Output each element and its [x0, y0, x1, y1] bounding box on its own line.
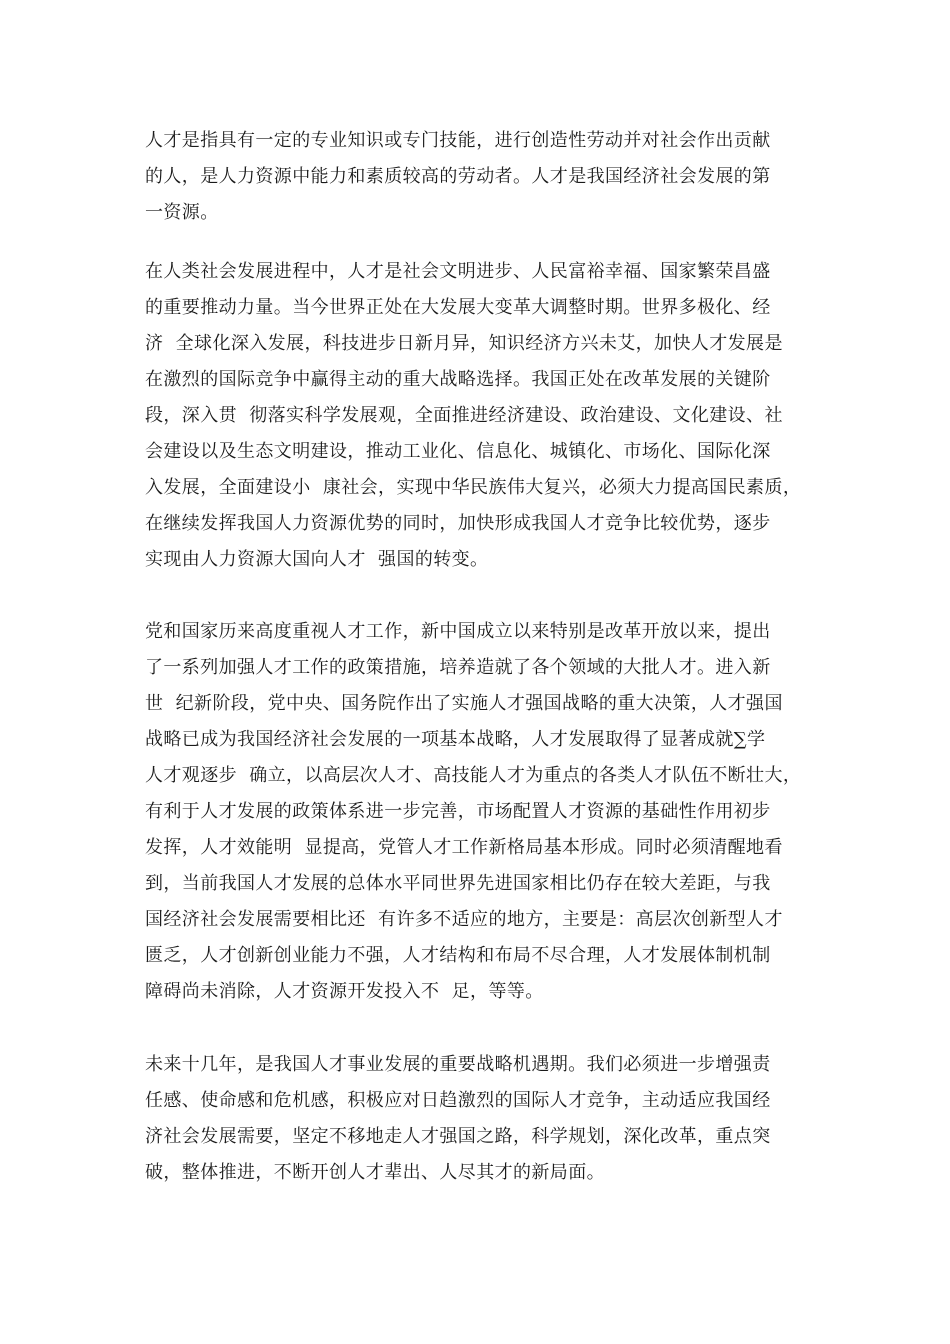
text-line: 了一系列加强人才工作的政策措施，培养造就了各个领域的大批人才。进入新 — [145, 657, 771, 678]
text-line: 段，深入贯 彻落实科学发展观，全面推进经济建设、政治建设、文化建设、社 — [145, 405, 783, 426]
text-line: 实现由人力资源大国向人才 强国的转变。 — [145, 549, 489, 570]
text-line: 障碍尚未消除，人才资源开发投入不 足，等等。 — [145, 981, 544, 1002]
paragraph-policy-history — [145, 614, 825, 1010]
text-line: 发挥，人才效能明 显提高，党管人才工作新格局基本形成。同时必须清醒地看 — [145, 837, 783, 858]
text-line: 会建设以及生态文明建设，推动工业化、信息化、城镇化、市场化、国际化深 — [145, 441, 771, 462]
text-line: 到，当前我国人才发展的总体水平同世界先进国家相比仍存在较大差距，与我 — [145, 873, 771, 894]
text-line: 党和国家历来高度重视人才工作，新中国成立以来特别是改革开放以来，提出 — [145, 621, 771, 642]
paragraph-talent-definition — [145, 123, 825, 231]
text-line: 世 纪新阶段，党中央、国务院作出了实施人才强国战略的重大决策，人才强国 — [145, 693, 783, 714]
text-line: 有利于人才发展的政策体系进一步完善，市场配置人才资源的基础性作用初步 — [145, 801, 771, 822]
text-line: 破，整体推进，不断开创人才辈出、人尽其才的新局面。 — [145, 1162, 605, 1183]
text-line: 在激烈的国际竞争中赢得主动的重大战略选择。我国正处在改革发展的关键阶 — [145, 369, 771, 390]
paragraph-strategic-opportunity — [145, 1047, 825, 1191]
text-line: 入发展，全面建设小 康社会，实现中华民族伟大复兴，必须大力提高国民素质， — [145, 477, 802, 498]
text-line: 济 全球化深入发展，科技进步日新月异，知识经济方兴未艾，加快人才发展是 — [145, 333, 783, 354]
text-line: 国经济社会发展需要相比还 有许多不适应的地方，主要是：高层次创新型人才 — [145, 909, 783, 930]
text-line: 在继续发挥我国人力资源优势的同时，加快形成我国人才竞争比较优势，逐步 — [145, 513, 771, 534]
text-line: 未来十几年，是我国人才事业发展的重要战略机遇期。我们必须进一步增强责 — [145, 1054, 771, 1075]
text-line: 的人，是人力资源中能力和素质较高的劳动者。人才是我国经济社会发展的第 — [145, 166, 771, 187]
text-line: 战略已成为我国经济社会发展的一项基本战略，人才发展取得了显著成就∑学 — [145, 729, 766, 750]
text-line: 任感、使命感和危机感，积极应对日趋激烈的国际人才竞争，主动适应我国经 — [145, 1090, 771, 1111]
text-line: 在人类社会发展进程中，人才是社会文明进步、人民富裕幸福、国家繁荣昌盛 — [145, 261, 771, 282]
text-line: 的重要推动力量。当今世界正处在大发展大变革大调整时期。世界多极化、经 — [145, 297, 771, 318]
text-line: 济社会发展需要，坚定不移地走人才强国之路，科学规划，深化改革，重点突 — [145, 1126, 771, 1147]
paragraph-social-development — [145, 254, 825, 578]
text-line: 人才是指具有一定的专业知识或专门技能，进行创造性劳动并对社会作出贡献 — [145, 130, 771, 151]
text-line: 人才观逐步 确立，以高层次人才、高技能人才为重点的各类人才队伍不断壮大， — [145, 765, 802, 786]
text-line: 一资源。 — [145, 202, 219, 223]
text-line: 匮乏，人才创新创业能力不强，人才结构和布局不尽合理，人才发展体制机制 — [145, 945, 771, 966]
